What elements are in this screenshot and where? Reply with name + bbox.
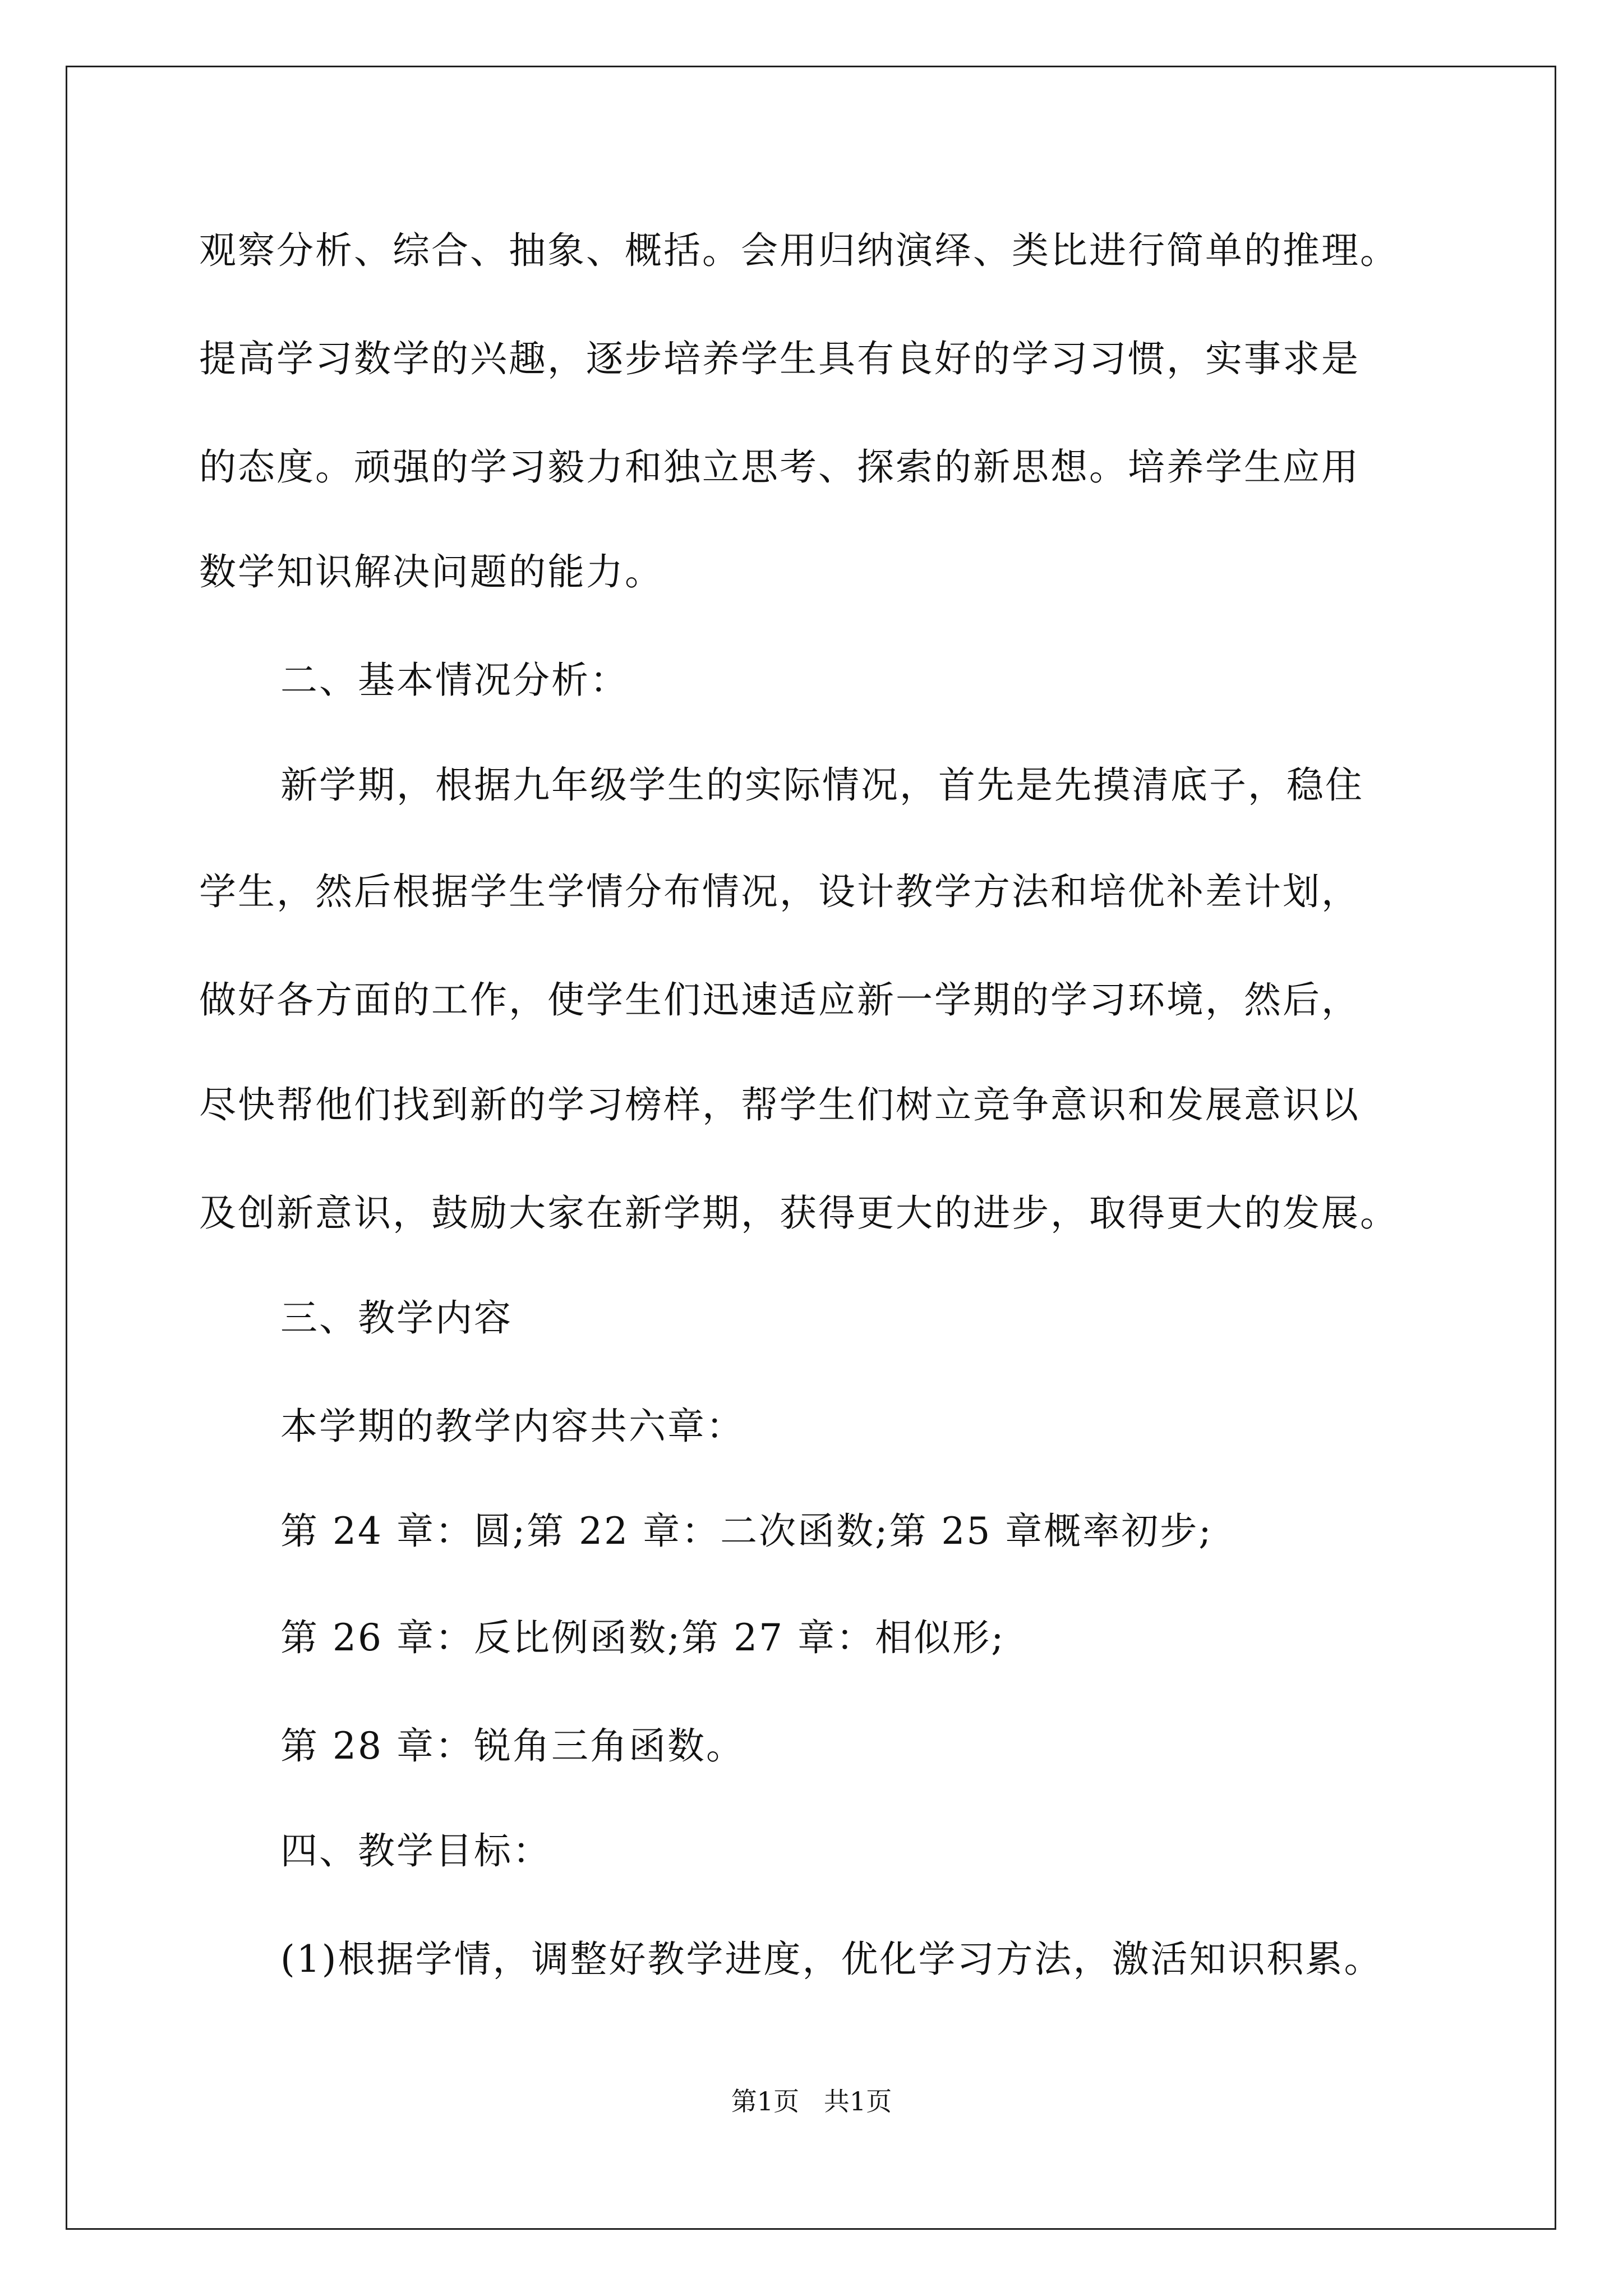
- chapter-list-line: 第 24 章：圆;第 22 章：二次函数;第 25 章概率初步;: [280, 1510, 1213, 1553]
- body-text-line: 新学期，根据九年级学生的实际情况，首先是先摸清底子，稳住: [280, 763, 1364, 807]
- body-text-line: 尽快帮他们找到新的学习榜样，帮学生们树立竞争意识和发展意识以: [199, 1083, 1360, 1126]
- body-text-line: 数学知识解决问题的能力。: [199, 550, 663, 593]
- chapter-list-line: 第 28 章：锐角三角函数。: [280, 1724, 745, 1768]
- body-text-line: 提高学习数学的兴趣，逐步培养学生具有良好的学习习惯，实事求是: [199, 337, 1360, 380]
- section-heading: 二、基本情况分析：: [280, 659, 629, 702]
- body-text-line: 的态度。顽强的学习毅力和独立思考、探索的新思想。培养学生应用: [199, 445, 1360, 489]
- body-text-line: 及创新意识，鼓励大家在新学期，获得更大的进步，取得更大的发展。: [199, 1191, 1399, 1235]
- chapter-list-line: 第 26 章：反比例函数;第 27 章：相似形;: [280, 1616, 1006, 1659]
- body-text-line: 学生，然后根据学生学情分布情况，设计教学方法和培优补差计划，: [199, 870, 1360, 913]
- body-text-line: 做好各方面的工作，使学生们迅速适应新一学期的学习环境，然后，: [199, 978, 1360, 1022]
- section-heading: 四、教学目标：: [280, 1829, 551, 1872]
- section-heading: 三、教学内容: [280, 1296, 513, 1340]
- page-footer: 第1页 共1页: [731, 2086, 892, 2116]
- body-text-line: 本学期的教学内容共六章：: [280, 1405, 745, 1448]
- page-border: [66, 66, 1556, 2230]
- body-text-line: (1)根据学情，调整好教学进度，优化学习方法，激活知识积累。: [280, 1938, 1383, 1981]
- body-text-line: 观察分析、综合、抽象、概括。会用归纳演绎、类比进行简单的推理。: [199, 229, 1399, 272]
